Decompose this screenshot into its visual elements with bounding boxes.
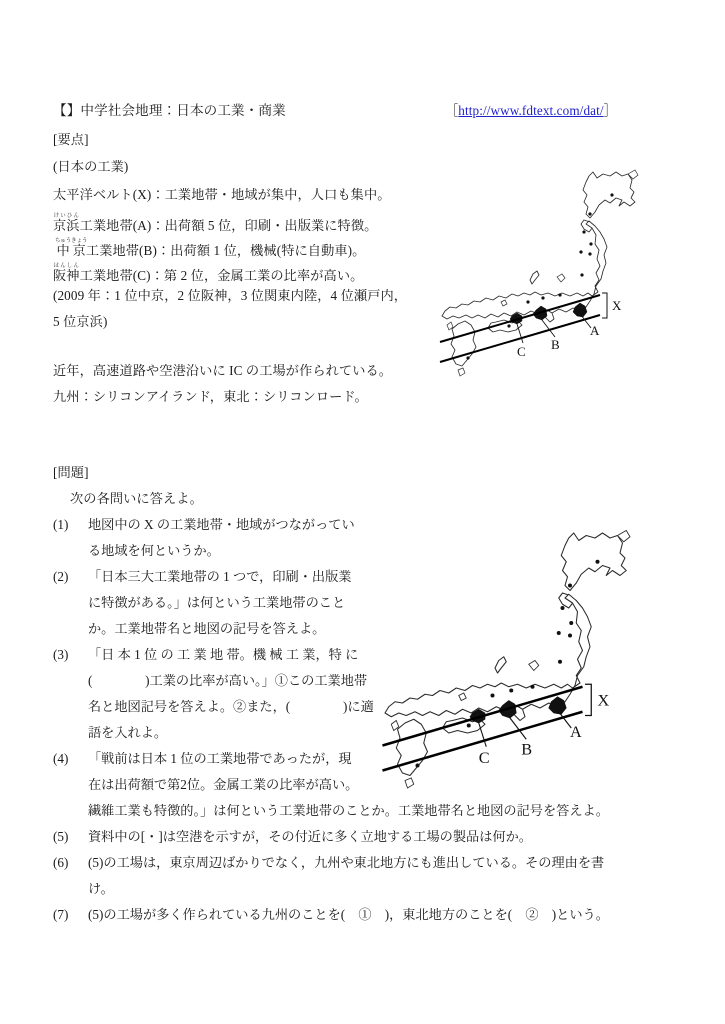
points-subheading: (日本の工業) [53,159,129,174]
chukyo-base: 中京 [55,243,88,258]
question-6-line-1: (5)の工場は，東京周辺ばかりでなく，九州や東北地方にも進出している。その理由を書 [88,855,605,870]
map-label-x: X [612,298,622,313]
map-label-a: A [570,722,582,741]
question-3-line-3: 名と地図記号を答えよ。②また，( )に適 [88,699,374,714]
x-bracket [585,684,591,715]
airport-dot [610,193,613,196]
hokkaido-outline [561,533,626,591]
ranking-line-1: (2009 年：1 位中京，2 位阪神，3 位関東内陸，4 位瀬戸内， [53,288,408,303]
point-pacific-belt-sep: ： [151,187,165,202]
point-chukyo-rest: 工業地帯(B)：出荷額 1 位，機械(特に自動車)。 [85,243,366,258]
question-number-2: (2) [53,569,69,584]
kyushu-outline [396,719,427,775]
question-1-line-1: 地図中の X の工業地帯・地域がつながってい [88,517,355,532]
question-2-line-2: に特徴がある。」は何という工業地帯のこと [88,595,346,610]
source-url-link[interactable]: http://www.fdtext.com/dat/ [458,103,604,118]
airport-dot [531,685,535,689]
question-2-line-3: か。工業地帯名と地図の記号を答えよ。 [88,621,326,636]
question-4-line-1: 「戦前は日本 1 位の工業地帯であったが，現 [88,751,352,766]
question-number-1: (1) [53,517,69,532]
question-3-line-1: 「日 本 1 位 の 工 業 地 帯。機 械 工 業，特 に [88,647,359,662]
airport-dot [491,694,495,698]
point-keihin-rest: 工業地帯(A)：出荷額 5 位，印刷・出版業に特徴。 [79,218,378,233]
airport-dot [507,324,510,327]
map-label-b: B [521,740,533,759]
point-pacific-belt-desc: 工業地帯・地域が集中，人口も集中。 [164,187,391,202]
airport-dot [568,634,572,638]
map-label-b: B [551,337,560,352]
question-3-line-2: ( )工業の比率が高い。」①この工業地帯 [88,673,368,688]
ic-line-2: 九州：シリコンアイランド，東北：シリコンロード。 [53,389,368,404]
airport-dot [588,212,591,215]
airport-dot [568,584,572,588]
page-title [53,104,286,118]
question-number-3: (3) [53,647,69,662]
point-pacific-belt [53,188,391,201]
question-number-5: (5) [53,829,69,844]
lower-map-geometry [385,531,630,789]
point-pacific-belt-term: 太平洋ベルト(X) [53,187,152,202]
question-number-4: (4) [53,751,69,766]
japan-map-lower-svg [380,508,680,808]
question-5-line-1: 資料中の[・]は空港を示すが，その付近に多く立地する工場の製品は何か。 [88,829,532,844]
airport-dot [526,300,529,303]
airport-dot [466,356,469,359]
japan-map-upper [438,162,678,382]
upper-map-geometry [442,170,638,376]
title-text: 中学社会地理：日本の工業・商業 [80,103,286,118]
airport-dot [561,606,565,610]
airport-dot [416,764,420,768]
ic-line-1: 近年，高速道路や空港沿いに IC の工場が作られている。 [53,363,393,378]
url-close-bracket: ］ [603,103,617,118]
question-6-line-2: け。 [88,881,114,896]
title-bracket: 【】 [53,103,81,118]
question-7-line-1: (5)の工場が多く作られている九州のことを( ① )，東北地方のことを( ② )という。 [88,907,609,922]
x-bracket [602,293,607,318]
hokkaido-outline [583,172,635,218]
chukyo-ruby: ちゅうきょう [55,238,88,244]
airport-dot [580,273,583,276]
keihin-base: 京浜 [53,218,80,233]
airport-dot [569,621,573,625]
hanshin-ruby: はんしん [53,263,80,269]
airport-dot [589,242,592,245]
chukyo-ruby-group [55,238,88,258]
airport-dot [509,689,513,693]
keihin-ruby: けいひん [53,213,80,219]
question-3-line-4: 語を入れよ。 [88,725,168,740]
ranking-line-2: 5 位京浜) [53,314,108,329]
noto-peninsula [530,271,539,284]
question-number-6: (6) [53,855,69,870]
points-heading: [要点] [53,132,89,147]
kyushu-south-island [458,368,465,376]
url-open-bracket: ［ [445,103,459,118]
kyushu-south-island [405,778,414,788]
source-url-container [445,104,617,117]
question-2-line-1: 「日本三大工業地帯の 1 つで，印刷・出版業 [88,569,352,584]
japan-map-upper-svg [438,162,678,382]
point-keihin [53,213,377,232]
airport-dot [467,724,471,728]
question-4-line-2: 在は出荷額で第2位。金属工業の比率が高い。 [88,777,359,792]
airport-dot [541,296,544,299]
sado-island [557,274,565,282]
map-label-c: C [517,344,526,359]
problems-intro: 次の各問いに答えよ。 [70,491,203,506]
map-label-x: X [597,691,610,710]
problems-heading: [問題] [53,465,89,480]
noto-peninsula [495,657,506,673]
japan-map-lower [380,508,680,808]
airport-dot [579,250,582,253]
hanshin-base: 阪神 [53,268,80,283]
map-label-c: C [478,749,490,767]
map-label-a: A [590,323,600,338]
airport-dot [596,560,600,564]
airport-dot [582,230,585,233]
point-hanshin-rest: 工業地帯(C)：第 2 位，金属工業の比率が高い。 [79,268,364,283]
keihin-ruby-group [53,213,80,233]
airport-dot [558,660,562,664]
sado-island [529,661,539,671]
question-1-line-2: る地域を何というか。 [88,543,220,558]
point-chukyo [55,238,365,257]
hanshin-ruby-group [53,263,80,283]
kyushu-outline [451,321,476,366]
airport-dot [558,293,561,296]
question-number-7: (7) [53,907,69,922]
airport-dot [588,252,591,255]
question-4-line-3: 繊維工業も特徴的。」は何という工業地帯のことか。工業地帯名と地図の記号を答えよ。 [88,803,609,818]
point-hanshin [53,263,363,282]
airport-dot [557,631,561,635]
